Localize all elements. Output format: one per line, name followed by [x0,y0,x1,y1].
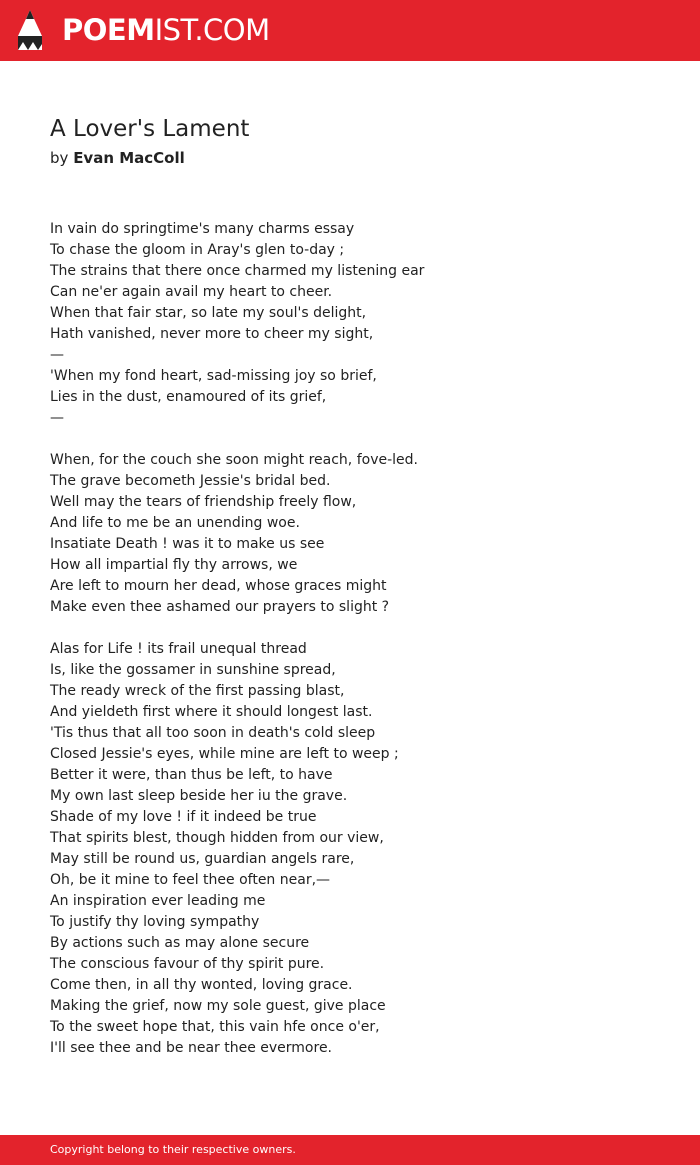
poem-line: — [50,410,64,426]
poem-line: Is, like the gossamer in sunshine spread, [50,662,336,678]
poem-line: 'Tis thus that all too soon in death's cold sleep [50,725,376,741]
poem-line: Closed Jessie's eyes, while mine are left to weep ; [50,746,399,762]
poem-line: And life to me be an unending woe. [50,515,300,531]
poem-line: — [50,347,64,363]
logo-bold-text: POEM [62,13,155,47]
poem-line: Making the grief, now my sole guest, give place [50,998,386,1014]
poem-line: The grave becometh Jessie's bridal bed. [50,473,331,489]
poem-line: To justify thy loving sympathy [50,914,260,930]
poem-line: Can ne'er again avail my heart to cheer. [50,284,333,300]
copyright-text: Copyright belong to their respective owners. [50,1143,296,1156]
poem-line: Insatiate Death ! was it to make us see [50,536,325,552]
poem-stanza [50,219,670,429]
poem-line: The conscious favour of thy spirit pure. [50,956,325,972]
footer [0,1135,700,1165]
poem-line: My own last sleep beside her iu the grave. [50,788,348,804]
poem-line: When that fair star, so late my soul's delight, [50,305,367,321]
poem-line: 'When my fond heart, sad-missing joy so brief, [50,368,377,384]
poem-line: That spirits blest, though hidden from our view, [50,830,384,846]
poem-line: May still be round us, guardian angels rare, [50,851,355,867]
poem-stanza [50,450,670,618]
poem-line: Are left to mourn her dead, whose graces might [50,578,387,594]
poem-line: Make even thee ashamed our prayers to slight ? [50,599,390,615]
poem-line: Shade of my love ! if it indeed be true [50,809,317,825]
poem-line: Hath vanished, never more to cheer my sight, [50,326,374,342]
poem-body [50,219,670,1080]
top-bar [0,0,700,61]
poem-stanza [50,639,670,1059]
poem-title: A Lover's Lament [50,116,250,142]
site-logo[interactable] [62,12,270,48]
poem-line: And yieldeth first where it should longest last. [50,704,373,720]
poem-line: Oh, be it mine to feel thee often near,— [50,872,331,888]
logo-light-text: IST.COM [154,13,270,47]
poem-line: The strains that there once charmed my listening ear [50,263,425,279]
poem-line: Better it were, than thus be left, to have [50,767,333,783]
by-label: by [50,149,69,167]
poem-line: When, for the couch she soon might reach, fove-led. [50,452,418,468]
poem-line: Come then, in all thy wonted, loving grace. [50,977,353,993]
poem-line: I'll see thee and be near thee evermore. [50,1040,333,1056]
poem-line: Lies in the dust, enamoured of its grief, [50,389,327,405]
poem-line: The ready wreck of the first passing blast, [50,683,345,699]
poem-line: To the sweet hope that, this vain hfe once o'er, [50,1019,380,1035]
byline [50,149,185,167]
poem-line: Well may the tears of friendship freely flow, [50,494,357,510]
poem-line: Alas for Life ! its frail unequal thread [50,641,307,657]
poem-line: By actions such as may alone secure [50,935,310,951]
pencil-icon [16,8,44,52]
poem-line: How all impartial fly thy arrows, we [50,557,298,573]
author-name: Evan MacColl [73,149,185,167]
poem-line: In vain do springtime's many charms essay [50,221,355,237]
poem-line: To chase the gloom in Aray's glen to-day ; [50,242,345,258]
poem-line: An inspiration ever leading me [50,893,266,909]
